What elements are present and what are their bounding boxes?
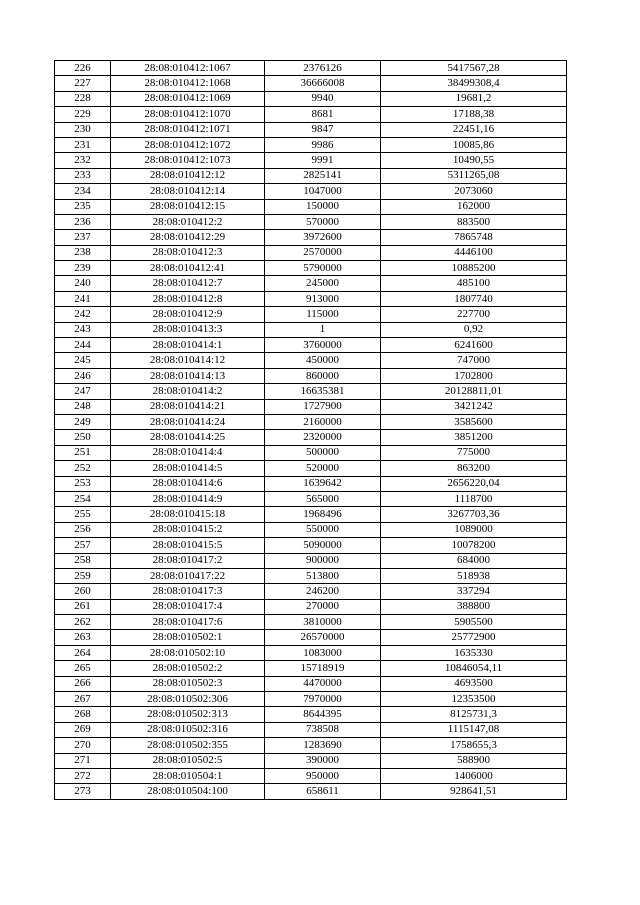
cadastral-number-cell: 28:08:010502:10 [111,645,265,660]
value-cell: 928641,51 [381,784,567,799]
cadastral-number-cell: 28:08:010414:25 [111,430,265,445]
cadastral-number-cell: 28:08:010412:12 [111,168,265,183]
table-row [55,722,567,737]
row-number-cell: 239 [55,261,111,276]
cadastral-number-cell: 28:08:010412:41 [111,261,265,276]
value-cell: 2656220,04 [381,476,567,491]
cadastral-number-cell: 28:08:010502:3 [111,676,265,691]
value-cell: 337294 [381,584,567,599]
table-row [55,353,567,368]
area-cell: 2160000 [265,414,381,429]
table-row [55,414,567,429]
cadastral-number-cell: 28:08:010502:355 [111,738,265,753]
row-number-cell: 248 [55,399,111,414]
row-number-cell: 245 [55,353,111,368]
cadastral-number-cell: 28:08:010417:2 [111,553,265,568]
row-number-cell: 243 [55,322,111,337]
cadastral-number-cell: 28:08:010412:8 [111,291,265,306]
area-cell: 246200 [265,584,381,599]
row-number-cell: 226 [55,61,111,76]
cadastral-number-cell: 28:08:010412:1073 [111,153,265,168]
row-number-cell: 268 [55,707,111,722]
value-cell: 1635330 [381,645,567,660]
row-number-cell: 269 [55,722,111,737]
row-number-cell: 227 [55,76,111,91]
area-cell: 860000 [265,368,381,383]
cadastral-number-cell: 28:08:010412:3 [111,245,265,260]
area-cell: 5790000 [265,261,381,276]
table-row [55,76,567,91]
cadastral-number-cell: 28:08:010412:1072 [111,137,265,152]
area-cell: 3760000 [265,338,381,353]
area-cell: 570000 [265,214,381,229]
value-cell: 10078200 [381,538,567,553]
area-cell: 9847 [265,122,381,137]
value-cell: 485100 [381,276,567,291]
table-row [55,445,567,460]
area-cell: 913000 [265,291,381,306]
row-number-cell: 256 [55,522,111,537]
value-cell: 25772900 [381,630,567,645]
value-cell: 684000 [381,553,567,568]
cadastral-number-cell: 28:08:010417:22 [111,568,265,583]
area-cell: 15718919 [265,661,381,676]
table-row [55,261,567,276]
value-cell: 863200 [381,461,567,476]
value-cell: 0,92 [381,322,567,337]
table-row [55,322,567,337]
row-number-cell: 229 [55,107,111,122]
area-cell: 500000 [265,445,381,460]
area-cell: 1968496 [265,507,381,522]
row-number-cell: 271 [55,753,111,768]
row-number-cell: 246 [55,368,111,383]
value-cell: 4693500 [381,676,567,691]
cadastral-number-cell: 28:08:010415:2 [111,522,265,537]
row-number-cell: 261 [55,599,111,614]
row-number-cell: 236 [55,214,111,229]
value-cell: 10885200 [381,261,567,276]
cadastral-number-cell: 28:08:010502:1 [111,630,265,645]
row-number-cell: 251 [55,445,111,460]
cadastral-number-cell: 28:08:010415:5 [111,538,265,553]
table-row [55,430,567,445]
area-cell: 2376126 [265,61,381,76]
row-number-cell: 235 [55,199,111,214]
cadastral-number-cell: 28:08:010412:1071 [111,122,265,137]
row-number-cell: 262 [55,615,111,630]
cadastral-number-cell: 28:08:010412:14 [111,184,265,199]
table-row [55,199,567,214]
table-row [55,599,567,614]
table-row [55,568,567,583]
area-cell: 2825141 [265,168,381,183]
value-cell: 747000 [381,353,567,368]
value-cell: 1807740 [381,291,567,306]
row-number-cell: 267 [55,692,111,707]
area-cell: 8681 [265,107,381,122]
table-row [55,399,567,414]
cadastral-number-cell: 28:08:010414:5 [111,461,265,476]
table-row [55,137,567,152]
area-cell: 1283690 [265,738,381,753]
table-row [55,630,567,645]
area-cell: 270000 [265,599,381,614]
row-number-cell: 240 [55,276,111,291]
row-number-cell: 250 [55,430,111,445]
value-cell: 1702800 [381,368,567,383]
area-cell: 900000 [265,553,381,568]
row-number-cell: 232 [55,153,111,168]
value-cell: 775000 [381,445,567,460]
row-number-cell: 241 [55,291,111,306]
value-cell: 22451,16 [381,122,567,137]
area-cell: 1 [265,322,381,337]
row-number-cell: 234 [55,184,111,199]
table-row [55,553,567,568]
table-row [55,122,567,137]
table-row [55,692,567,707]
area-cell: 565000 [265,491,381,506]
value-cell: 5905500 [381,615,567,630]
cadastral-number-cell: 28:08:010412:1070 [111,107,265,122]
value-cell: 3267703,36 [381,507,567,522]
row-number-cell: 272 [55,768,111,783]
value-cell: 7865748 [381,230,567,245]
area-cell: 16635381 [265,384,381,399]
cadastral-number-cell: 28:08:010417:6 [111,615,265,630]
table-row [55,584,567,599]
area-cell: 9940 [265,91,381,106]
value-cell: 4446100 [381,245,567,260]
area-cell: 2320000 [265,430,381,445]
value-cell: 3585600 [381,414,567,429]
cadastral-number-cell: 28:08:010502:313 [111,707,265,722]
row-number-cell: 231 [55,137,111,152]
table-row [55,538,567,553]
area-cell: 520000 [265,461,381,476]
area-cell: 513800 [265,568,381,583]
cadastral-number-cell: 28:08:010412:15 [111,199,265,214]
table-row [55,753,567,768]
row-number-cell: 252 [55,461,111,476]
table-row [55,491,567,506]
cadastral-number-cell: 28:08:010414:4 [111,445,265,460]
value-cell: 388800 [381,599,567,614]
row-number-cell: 242 [55,307,111,322]
cadastral-number-cell: 28:08:010502:2 [111,661,265,676]
row-number-cell: 258 [55,553,111,568]
value-cell: 17188,38 [381,107,567,122]
value-cell: 5311265,08 [381,168,567,183]
cadastral-number-cell: 28:08:010414:24 [111,414,265,429]
table-row [55,107,567,122]
table-row [55,338,567,353]
table-row [55,784,567,799]
row-number-cell: 247 [55,384,111,399]
cadastral-number-cell: 28:08:010502:306 [111,692,265,707]
cadastral-number-cell: 28:08:010414:1 [111,338,265,353]
table-row [55,645,567,660]
area-cell: 115000 [265,307,381,322]
value-cell: 3851200 [381,430,567,445]
row-number-cell: 263 [55,630,111,645]
cadastral-number-cell: 28:08:010412:29 [111,230,265,245]
value-cell: 10490,55 [381,153,567,168]
table-row [55,291,567,306]
table-row [55,245,567,260]
cadastral-number-cell: 28:08:010414:21 [111,399,265,414]
row-number-cell: 237 [55,230,111,245]
table-row [55,476,567,491]
table-row [55,384,567,399]
row-number-cell: 238 [55,245,111,260]
value-cell: 10085,86 [381,137,567,152]
cadastral-number-cell: 28:08:010412:7 [111,276,265,291]
table-row [55,307,567,322]
cadastral-number-cell: 28:08:010412:1068 [111,76,265,91]
row-number-cell: 257 [55,538,111,553]
area-cell: 26570000 [265,630,381,645]
cadastral-number-cell: 28:08:010504:1 [111,768,265,783]
area-cell: 9986 [265,137,381,152]
value-cell: 10846054,11 [381,661,567,676]
row-number-cell: 233 [55,168,111,183]
table-row [55,615,567,630]
table-row [55,184,567,199]
value-cell: 3421242 [381,399,567,414]
area-cell: 7970000 [265,692,381,707]
table-row [55,214,567,229]
value-cell: 1758655,3 [381,738,567,753]
area-cell: 390000 [265,753,381,768]
value-cell: 1118700 [381,491,567,506]
cadastral-number-cell: 28:08:010414:13 [111,368,265,383]
table-row [55,661,567,676]
area-cell: 3810000 [265,615,381,630]
area-cell: 658611 [265,784,381,799]
area-cell: 5090000 [265,538,381,553]
value-cell: 6241600 [381,338,567,353]
value-cell: 12353500 [381,692,567,707]
row-number-cell: 259 [55,568,111,583]
value-cell: 588900 [381,753,567,768]
cadastral-number-cell: 28:08:010414:12 [111,353,265,368]
table-row [55,676,567,691]
table-body [55,61,567,800]
value-cell: 1089000 [381,522,567,537]
row-number-cell: 260 [55,584,111,599]
cadastral-number-cell: 28:08:010412:1067 [111,61,265,76]
value-cell: 227700 [381,307,567,322]
value-cell: 38499308,4 [381,76,567,91]
area-cell: 1727900 [265,399,381,414]
row-number-cell: 253 [55,476,111,491]
area-cell: 2570000 [265,245,381,260]
row-number-cell: 265 [55,661,111,676]
value-cell: 2073060 [381,184,567,199]
table-row [55,153,567,168]
cadastral-number-cell: 28:08:010413:3 [111,322,265,337]
row-number-cell: 254 [55,491,111,506]
area-cell: 150000 [265,199,381,214]
area-cell: 950000 [265,768,381,783]
value-cell: 1115147,08 [381,722,567,737]
cadastral-number-cell: 28:08:010414:2 [111,384,265,399]
table-row [55,507,567,522]
cadastral-number-cell: 28:08:010417:4 [111,599,265,614]
area-cell: 36666008 [265,76,381,91]
cadastral-number-cell: 28:08:010502:5 [111,753,265,768]
row-number-cell: 228 [55,91,111,106]
cadastral-table [54,60,567,800]
cadastral-number-cell: 28:08:010502:316 [111,722,265,737]
cadastral-number-cell: 28:08:010412:9 [111,307,265,322]
area-cell: 8644395 [265,707,381,722]
table-row [55,522,567,537]
table-row [55,61,567,76]
area-cell: 1083000 [265,645,381,660]
value-cell: 1406000 [381,768,567,783]
row-number-cell: 266 [55,676,111,691]
cadastral-number-cell: 28:08:010412:1069 [111,91,265,106]
area-cell: 245000 [265,276,381,291]
cadastral-number-cell: 28:08:010412:2 [111,214,265,229]
cadastral-number-cell: 28:08:010415:18 [111,507,265,522]
row-number-cell: 230 [55,122,111,137]
value-cell: 162000 [381,199,567,214]
row-number-cell: 264 [55,645,111,660]
table-row [55,276,567,291]
row-number-cell: 244 [55,338,111,353]
table-row [55,707,567,722]
table-row [55,91,567,106]
value-cell: 20128811,01 [381,384,567,399]
value-cell: 8125731,3 [381,707,567,722]
value-cell: 883500 [381,214,567,229]
table-row [55,168,567,183]
table-row [55,230,567,245]
value-cell: 5417567,28 [381,61,567,76]
area-cell: 450000 [265,353,381,368]
area-cell: 738508 [265,722,381,737]
table-row [55,368,567,383]
area-cell: 1047000 [265,184,381,199]
table-row [55,768,567,783]
cadastral-number-cell: 28:08:010414:9 [111,491,265,506]
value-cell: 19681,2 [381,91,567,106]
cadastral-number-cell: 28:08:010504:100 [111,784,265,799]
table-row [55,461,567,476]
value-cell: 518938 [381,568,567,583]
row-number-cell: 249 [55,414,111,429]
area-cell: 4470000 [265,676,381,691]
row-number-cell: 255 [55,507,111,522]
cadastral-number-cell: 28:08:010417:3 [111,584,265,599]
area-cell: 1639642 [265,476,381,491]
area-cell: 3972600 [265,230,381,245]
table-row [55,738,567,753]
row-number-cell: 270 [55,738,111,753]
cadastral-number-cell: 28:08:010414:6 [111,476,265,491]
row-number-cell: 273 [55,784,111,799]
area-cell: 9991 [265,153,381,168]
area-cell: 550000 [265,522,381,537]
